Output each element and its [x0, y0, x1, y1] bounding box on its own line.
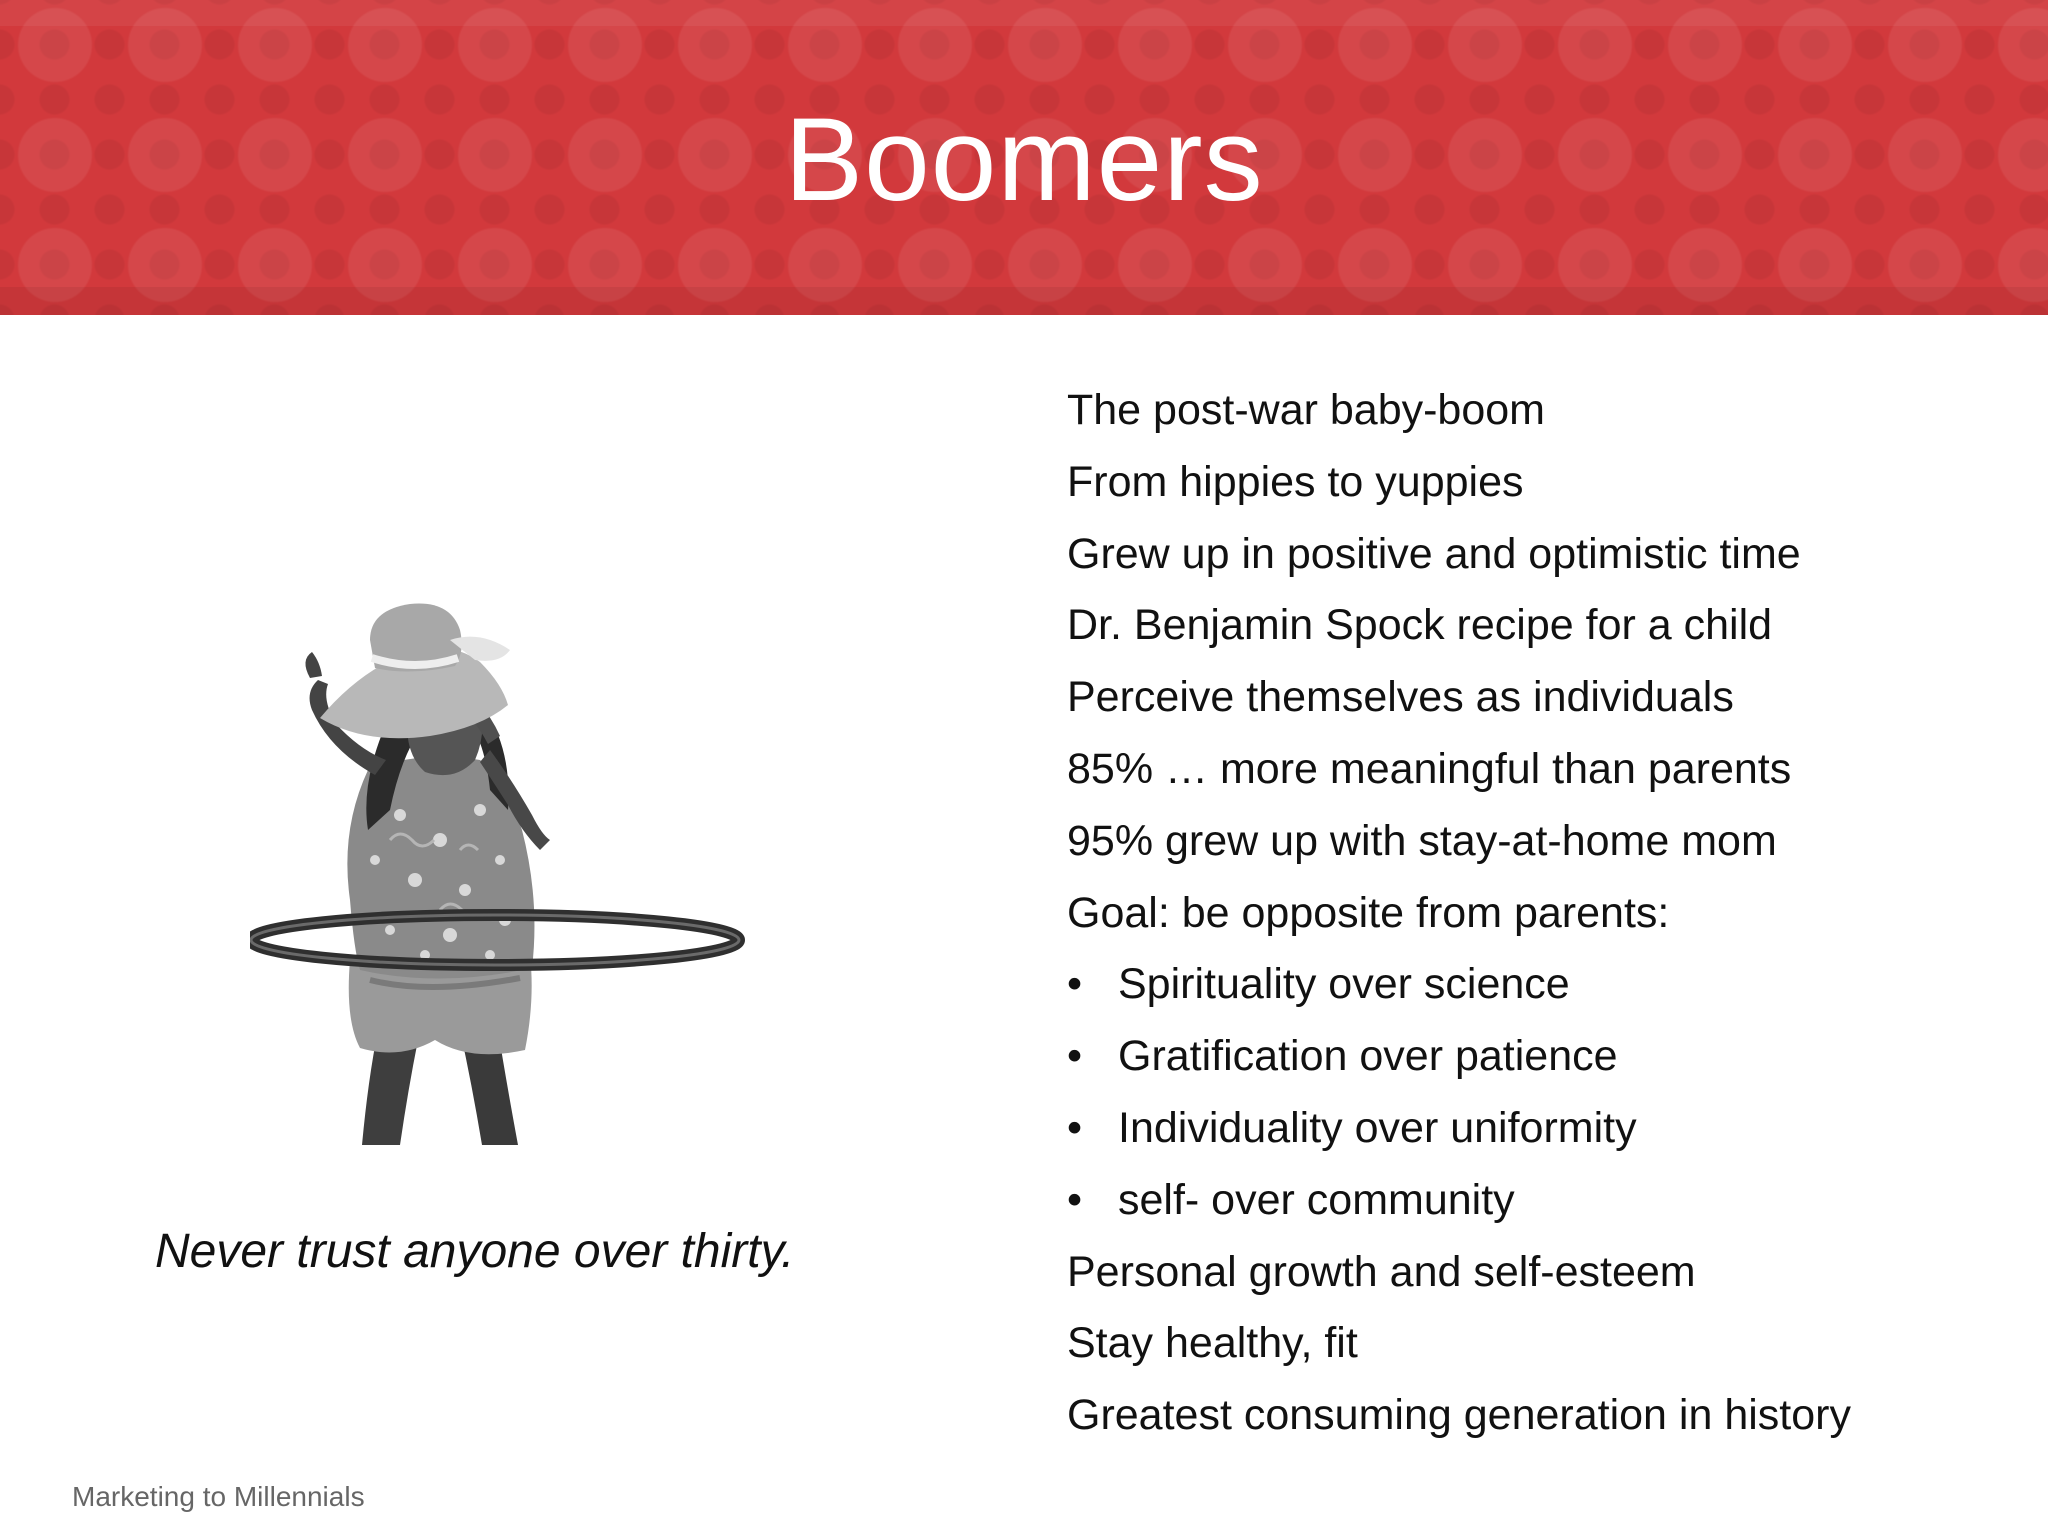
slide-title: Boomers	[784, 94, 1264, 226]
bullet-dot-icon: •	[1067, 1103, 1083, 1152]
list-item	[1067, 590, 2027, 662]
list-item	[1067, 806, 2027, 878]
list-item-text: Perceive themselves as individuals	[1067, 673, 1734, 722]
list-item	[1067, 1308, 2027, 1380]
bullet-dot-icon: •	[1067, 1175, 1083, 1224]
list-item-text: From hippies to yuppies	[1067, 457, 1524, 506]
list-item	[1067, 662, 2027, 734]
sub-list-item	[1067, 1093, 2027, 1165]
quote-text: Never trust anyone over thirty.	[155, 1225, 795, 1278]
list-item-text: Spirituality over science	[1118, 960, 1570, 1009]
list-item-text: Personal growth and self-esteem	[1067, 1247, 1696, 1296]
list-item-text: Stay healthy, fit	[1067, 1319, 1358, 1368]
list-item	[1067, 447, 2027, 519]
list-item-text: The post-war baby-boom	[1067, 386, 1545, 434]
bullet-dot-icon: •	[1067, 960, 1083, 1009]
list-item	[1067, 734, 2027, 806]
list-item-text: Goal: be opposite from parents:	[1067, 888, 1670, 937]
list-item	[1067, 878, 2027, 950]
footer-text: Marketing to Millennials	[72, 1481, 365, 1512]
sub-list-item	[1067, 1165, 2027, 1237]
list-item-text: Gratification over patience	[1118, 1032, 1618, 1081]
list-item-text: 85% … more meaningful than parents	[1067, 744, 1792, 793]
list-item-text: Grew up in positive and optimistic time	[1067, 529, 1801, 578]
bullet-list	[1067, 375, 2027, 1452]
list-item-text: 95% grew up with stay-at-home mom	[1067, 816, 1777, 865]
list-item-text: Greatest consuming generation in history	[1067, 1391, 1851, 1440]
title-banner	[0, 0, 2048, 315]
list-item-text: self- over community	[1118, 1175, 1515, 1224]
list-item	[1067, 375, 2027, 447]
list-item	[1067, 1380, 2027, 1452]
sub-list-item	[1067, 1021, 2027, 1093]
sub-list-item	[1067, 949, 2027, 1021]
girl-with-hula-hoop-photo	[250, 600, 770, 1145]
list-item-text: Dr. Benjamin Spock recipe for a child	[1067, 601, 1773, 650]
list-item-text: Individuality over uniformity	[1118, 1103, 1637, 1152]
list-item	[1067, 519, 2027, 591]
bullet-dot-icon: •	[1067, 1032, 1083, 1081]
list-item	[1067, 1237, 2027, 1309]
